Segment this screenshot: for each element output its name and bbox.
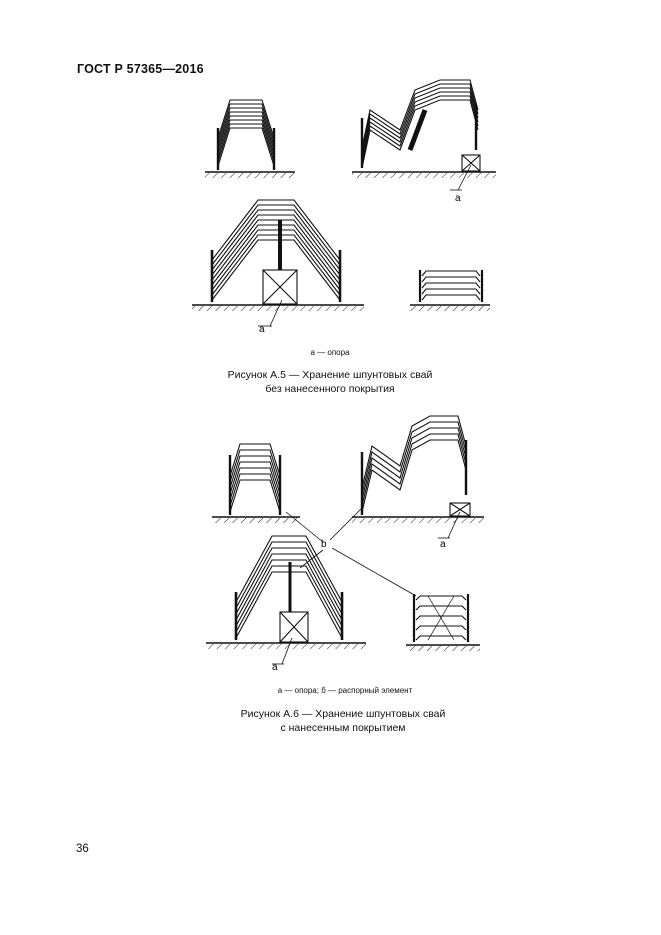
a6-callout-a-top: a	[440, 539, 446, 550]
figure-a6-caption-line1: Рисунок А.6 — Хранение шпунтовых свай	[240, 708, 446, 720]
figure-a5-legend: а — опора	[310, 348, 350, 357]
a6-stack-flat-with-spacers	[406, 594, 480, 651]
page-number: 36	[76, 843, 89, 855]
figure-a6-caption-line2: с нанесенным покрытием	[280, 722, 406, 734]
a6-callout-b: b	[321, 539, 327, 550]
a6-stack-inverted-trapezoid	[212, 444, 300, 523]
a5-stack-nested-with-support	[352, 80, 496, 190]
figure-a5-caption	[150, 368, 510, 396]
a5-callout-a-top: a	[455, 193, 461, 204]
figure-a5-caption-line1: Рисунок А.5 — Хранение шпунтовых свай	[227, 369, 433, 381]
a5-stack-large-with-support	[192, 200, 364, 326]
a5-stack-flat	[410, 270, 490, 311]
figure-a6-legend: а — опора; б — распорный элемент	[277, 686, 413, 695]
a6-stack-large-with-support	[206, 536, 366, 664]
a5-callout-a-bottom: a	[259, 324, 265, 335]
figure-a6-caption	[163, 707, 523, 735]
a6-stack-nested-with-support	[352, 416, 484, 538]
figure-a5-drawing	[192, 80, 496, 326]
a5-stack-inverted-trapezoid	[205, 100, 295, 178]
figure-a5-caption-line2: без нанесенного покрытия	[265, 383, 395, 395]
a6-callout-a-bottom: a	[272, 662, 278, 673]
document-header: ГОСТ Р 57365—2016	[77, 62, 204, 76]
